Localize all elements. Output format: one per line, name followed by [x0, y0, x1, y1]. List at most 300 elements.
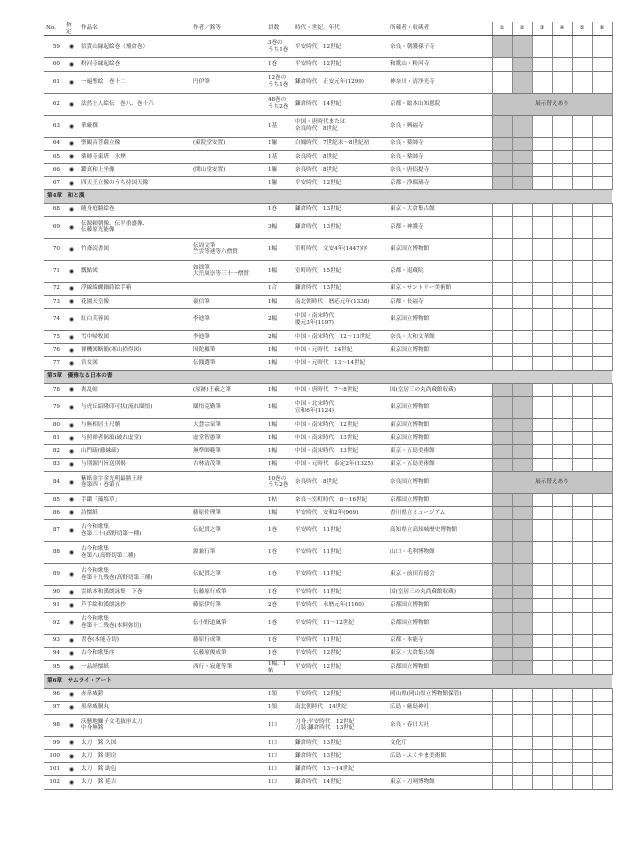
item-count: 1軀 — [268, 140, 278, 147]
table-row — [44, 776, 612, 789]
table-row — [44, 331, 612, 344]
item-count: 1幅 — [268, 298, 278, 305]
item-number: 75 — [52, 333, 60, 340]
item-era: 平安時代 12世紀 — [295, 179, 342, 186]
period-cell-on — [492, 647, 512, 660]
item-title: 法然上人絵伝 巻八、巻十六 — [81, 100, 154, 107]
item-title: 沃懸地獅子文毛抜形太刀 中身無銘 — [81, 718, 143, 732]
period-cell-off — [592, 763, 612, 776]
period-cell-off — [492, 763, 512, 776]
item-count: 1巻 — [268, 206, 278, 213]
item-count: 3巻の うち1巻 — [268, 40, 289, 53]
item-number: 95 — [52, 664, 60, 671]
period-cell-off — [572, 660, 592, 674]
item-era: 中国・元時代 14世紀 — [295, 347, 353, 354]
period-cell-off — [552, 383, 572, 396]
item-title: 一遍聖絵 巻十二 — [81, 78, 126, 85]
item-author — [191, 736, 266, 749]
item-author: 円伊筆 — [193, 78, 210, 85]
item-era: 中国・南宋時代 12世紀 — [295, 421, 359, 428]
item-count: 1巻 — [268, 571, 278, 578]
table-row — [44, 58, 612, 71]
table-row — [44, 701, 612, 714]
item-owner: 東京国立博物館 — [390, 245, 430, 252]
period-cell-off — [512, 295, 532, 308]
period-cell-off — [552, 647, 572, 660]
period-cell-off — [592, 520, 612, 542]
period-cell-off — [572, 331, 592, 344]
item-owner: 京都・浄瑠璃寺 — [390, 179, 430, 186]
item-author — [191, 36, 266, 58]
table-row — [44, 357, 612, 370]
period-cell-off — [592, 357, 612, 370]
period-cell-off — [532, 493, 552, 506]
designation-mark: ◉ — [68, 691, 75, 698]
designation-mark: ◉ — [68, 140, 75, 148]
period-cell-on — [492, 445, 512, 458]
period-cell-on — [492, 458, 512, 471]
table-row — [44, 688, 612, 701]
item-title: 芦手絵和漢朗詠抄 — [81, 602, 126, 609]
item-owner: 奈良・朝護孫子寺 — [390, 43, 435, 50]
item-era: 鎌倉時代 13世紀 — [295, 285, 342, 292]
period-cell-off — [512, 216, 532, 238]
period-cell-off — [592, 282, 612, 295]
period-cell-off — [552, 599, 572, 612]
item-title: 手鑑「藻塩草」 — [81, 496, 121, 503]
item-title: 宮女図 — [81, 360, 98, 367]
period-cell-on — [512, 397, 532, 419]
item-number: 83 — [52, 461, 60, 468]
period-cell-off — [592, 586, 612, 599]
period-cell-on — [492, 432, 512, 445]
period-cell-on — [512, 115, 532, 137]
period-cell-off — [512, 714, 532, 736]
period-cell-off — [532, 776, 552, 789]
item-number: 79 — [52, 404, 60, 411]
item-count: 1帖 — [268, 496, 278, 503]
designation-mark: ◉ — [68, 60, 75, 68]
item-count: 1領 — [268, 691, 278, 698]
item-owner: 香川県立ミュージアム — [390, 509, 446, 516]
table-row — [44, 216, 612, 238]
period-cell-off — [552, 216, 572, 238]
item-title: 紫紙金字金光明最勝王経 巻第四・巻第五 — [81, 475, 143, 489]
period-cell-off — [532, 115, 552, 137]
item-number: 89 — [52, 571, 60, 578]
header-period-1: ① — [492, 22, 512, 36]
table-row — [44, 203, 612, 216]
table-row — [44, 260, 612, 282]
period-cell-on — [512, 542, 532, 564]
section-heading: 第4章 和と漢 — [44, 190, 612, 203]
item-number: 87 — [52, 527, 60, 534]
item-author — [191, 58, 266, 71]
period-cell-off — [532, 58, 552, 71]
designation-mark: ◉ — [68, 179, 75, 187]
item-author: 藤原伊行筆 — [193, 602, 221, 609]
item-era: 中国・南宋時代 12〜13世紀 — [295, 333, 371, 340]
period-cell-off — [592, 714, 612, 736]
header-author: 作者／銘等 — [191, 22, 266, 36]
period-cell-off — [552, 701, 572, 714]
item-era: 平安時代 永暦元年(1160) — [295, 602, 364, 609]
table-row — [44, 419, 612, 432]
item-title: 四天王立像のうち持国天像 — [81, 179, 149, 186]
item-count: 1基 — [268, 122, 278, 129]
item-owner: 東京・刀剣博物館 — [390, 779, 435, 786]
item-number: 60 — [52, 61, 60, 68]
period-cell-off — [552, 714, 572, 736]
item-title: 黒韋威胴丸 — [81, 704, 109, 711]
designation-mark: ◉ — [68, 43, 75, 51]
period-cell-off — [552, 586, 572, 599]
period-cell-on — [512, 520, 532, 542]
item-era: 中国・北宋時代 宣和6年(1124) — [295, 400, 335, 414]
item-number: 62 — [52, 100, 60, 107]
item-count: 1幅 — [268, 509, 278, 516]
item-number: 92 — [52, 619, 60, 626]
period-cell-off — [572, 750, 592, 763]
item-owner: 東京・サントリー美術館 — [390, 285, 452, 292]
period-cell-off — [592, 660, 612, 674]
period-cell-off — [512, 736, 532, 749]
item-count: 1幅 — [268, 360, 278, 367]
item-author: 李迪筆 — [193, 316, 210, 323]
designation-mark: ◉ — [68, 223, 75, 231]
item-owner: 奈良・大和文華館 — [390, 333, 435, 340]
period-cell-off — [512, 763, 532, 776]
period-cell-off — [532, 260, 552, 282]
item-number: 91 — [52, 602, 60, 609]
item-author: 無準師範筆 — [193, 448, 221, 455]
period-cell-off — [492, 216, 512, 238]
header-era: 時代・世紀、年代 — [293, 22, 388, 36]
designation-mark: ◉ — [68, 571, 75, 579]
designation-mark: ◉ — [68, 447, 75, 455]
period-cell-off — [572, 776, 592, 789]
period-cell-off — [572, 520, 592, 542]
item-title: 太刀 銘 助包 — [81, 765, 117, 772]
item-count: 1基 — [268, 153, 278, 160]
item-number: 90 — [52, 588, 60, 595]
item-number: 99 — [52, 739, 60, 746]
item-count: 1軀 — [268, 166, 278, 173]
table-row — [44, 586, 612, 599]
item-title: 太刀 銘 則房 — [81, 752, 117, 759]
item-number: 97 — [52, 704, 60, 711]
period-cell-off — [532, 586, 552, 599]
period-cell-off — [572, 599, 592, 612]
item-owner: 岡山県(岡山県立博物館保管) — [390, 691, 462, 698]
designation-mark: ◉ — [68, 434, 75, 442]
period-cell-off — [492, 71, 512, 93]
period-cell-off — [552, 506, 572, 519]
item-number: 68 — [52, 206, 60, 213]
period-cell-off — [532, 688, 552, 701]
item-author — [191, 203, 266, 216]
exhibit-rows — [44, 36, 612, 789]
period-cell-on — [512, 36, 532, 58]
period-cell-on — [492, 599, 512, 612]
period-cell-on — [512, 419, 532, 432]
period-cell-off — [532, 295, 552, 308]
item-count: 1幅、1帖 — [268, 660, 287, 674]
item-count: 1幅 — [268, 421, 278, 428]
item-title: 与虎丘紹隆印可状(流れ圜悟) — [81, 404, 153, 411]
period-cell-off — [492, 688, 512, 701]
item-number: 72 — [52, 285, 60, 292]
item-owner: 奈良・薬師寺 — [390, 140, 424, 147]
item-owner: 文化庁 — [390, 739, 407, 746]
period-cell-off — [512, 357, 532, 370]
item-count: 1領 — [268, 704, 278, 711]
period-cell-off — [552, 331, 572, 344]
designation-mark: ◉ — [68, 122, 75, 130]
item-owner: 京都・本能寺 — [390, 637, 424, 644]
item-author — [191, 776, 266, 789]
item-title: 薬師寺東塔 水煙 — [81, 153, 126, 160]
item-count: 1幅 — [268, 448, 278, 455]
table-row — [44, 612, 612, 634]
exhibit-table — [44, 22, 613, 790]
table-row — [44, 150, 612, 163]
period-cell-off — [572, 150, 592, 163]
designation-mark: ◉ — [68, 285, 75, 293]
designation-mark: ◉ — [68, 298, 75, 306]
period-cell-off — [552, 163, 572, 176]
table-row — [44, 736, 612, 749]
item-count: 1幅 — [268, 404, 278, 411]
period-cell-off — [552, 660, 572, 674]
period-cell-off — [552, 634, 572, 647]
item-era: 中国・唐時代 7〜8世紀 — [295, 386, 359, 393]
period-cell-on — [492, 115, 512, 137]
item-era: 中国・南宋時代 慶元3年(1197) — [295, 312, 335, 326]
period-cell-off — [552, 688, 572, 701]
period-cell-off — [532, 701, 552, 714]
item-number: 63 — [52, 122, 60, 129]
period-cell-off — [592, 750, 612, 763]
item-author: 如拙筆 大岳周崇等三十一僧賛 — [193, 264, 249, 278]
item-owner: 京都国立博物館 — [390, 664, 430, 671]
period-cell-off — [592, 736, 612, 749]
period-cell-on — [512, 564, 532, 586]
period-cell-on — [492, 542, 512, 564]
period-cell-off — [572, 586, 592, 599]
item-owner — [388, 763, 492, 776]
table-row — [44, 445, 612, 458]
item-title: 粉河寺縁起絵巻 — [81, 61, 121, 68]
period-cell-on — [512, 458, 532, 471]
period-cell-off — [572, 357, 592, 370]
designation-mark: ◉ — [68, 601, 75, 609]
item-author: 源兼行筆 — [193, 549, 216, 556]
item-count: 1巻 — [268, 527, 278, 534]
item-title: 一品経懐紙 — [81, 664, 109, 671]
period-cell-on — [492, 150, 512, 163]
period-cell-off — [552, 36, 572, 58]
item-title: 信貴山縁起絵巻（飛倉巻） — [81, 43, 149, 50]
item-title: 与別源円旨送別偈 — [81, 461, 126, 468]
item-author: 伝藤原俊成筆 — [193, 650, 227, 657]
item-era: 鎌倉時代 13世紀 — [295, 752, 342, 759]
period-cell-off — [592, 309, 612, 331]
item-title: 山門疏(藤縁疏) — [81, 448, 119, 455]
period-cell-off — [592, 137, 612, 150]
period-cell-off — [572, 344, 592, 357]
period-cell-off — [572, 282, 592, 295]
period-cell-off — [592, 344, 612, 357]
item-author: (東院堂安置) — [193, 140, 226, 147]
period-cell-on — [512, 177, 532, 190]
period-cell-off — [512, 750, 532, 763]
designation-mark: ◉ — [68, 527, 75, 535]
table-row — [44, 93, 612, 115]
period-cell-off — [512, 203, 532, 216]
item-owner: 東京・大倉集古館 — [390, 206, 435, 213]
period-cell-off — [532, 445, 552, 458]
item-owner: 京都・神護寺 — [390, 223, 424, 230]
period-cell-off — [572, 458, 592, 471]
item-owner: 奈良・春日大社 — [390, 722, 430, 729]
period-cell-off — [532, 163, 552, 176]
section-heading-row — [44, 675, 612, 688]
designation-mark: ◉ — [68, 721, 75, 729]
period-cell-off — [552, 776, 572, 789]
period-cell-off — [572, 647, 592, 660]
designation-mark: ◉ — [68, 245, 75, 253]
period-cell-off — [532, 750, 552, 763]
designation-mark: ◉ — [68, 100, 75, 108]
item-author: (原跡)王羲之筆 — [193, 386, 231, 393]
item-count: 3幅 — [268, 223, 278, 230]
item-title: 与無相居士尺牘 — [81, 421, 121, 428]
item-number: 74 — [52, 316, 60, 323]
designation-mark: ◉ — [68, 739, 75, 747]
table-row — [44, 520, 612, 542]
item-owner: 京都国立博物館 — [390, 496, 430, 503]
item-title: 花園天皇像 — [81, 298, 109, 305]
section-heading: 第6章 サムライ・アート — [44, 675, 612, 688]
item-count: 1幅 — [268, 267, 278, 274]
period-cell-off — [572, 542, 592, 564]
period-cell-off — [572, 260, 592, 282]
period-cell-off — [572, 432, 592, 445]
period-cell-off — [552, 458, 572, 471]
item-number: 67 — [52, 179, 60, 186]
period-cell-off — [512, 238, 532, 260]
item-author: 伝紀貫之筆 — [193, 571, 221, 578]
item-owner: 京都国立博物館 — [390, 602, 430, 609]
item-author — [191, 115, 266, 137]
header-designation: 指定 — [64, 22, 79, 36]
header-period-6: ⑥ — [592, 22, 612, 36]
period-cell-off — [532, 203, 552, 216]
item-era: 平安時代 11〜12世紀 — [295, 619, 354, 626]
item-number: 76 — [52, 347, 60, 354]
item-count: 48巻の うち2巻 — [268, 97, 289, 111]
period-cell-off — [492, 736, 512, 749]
period-cell-on — [492, 564, 512, 586]
period-cell-on — [492, 612, 512, 634]
item-count: 1幅 — [268, 461, 278, 468]
item-era: 南北朝時代 14世紀 — [295, 704, 347, 711]
period-cell-off — [552, 115, 572, 137]
period-cell-off — [592, 542, 612, 564]
item-author — [191, 282, 266, 295]
section-heading: 第5章 優雅なる日本の書 — [44, 370, 612, 383]
item-era: 鎌倉時代 13世紀 — [295, 223, 342, 230]
item-count: 1巻 — [268, 588, 278, 595]
table-row — [44, 397, 612, 419]
item-number: 65 — [52, 153, 60, 160]
item-owner: 山口・毛利博物館 — [390, 549, 435, 556]
period-cell-off — [532, 564, 552, 586]
item-era: 奈良時代 8世紀 — [295, 153, 338, 160]
item-title: 与照禅者偈頌(破れ虚堂) — [81, 434, 142, 441]
item-number: 96 — [52, 691, 60, 698]
table-row — [44, 750, 612, 763]
item-count: 1幅 — [268, 386, 278, 393]
period-cell-off — [552, 295, 572, 308]
item-number: 93 — [52, 637, 60, 644]
period-cell-off — [572, 493, 592, 506]
table-row — [44, 137, 612, 150]
table-row — [44, 493, 612, 506]
item-era: 平安時代 12世紀 — [295, 691, 342, 698]
period-cell-off — [592, 701, 612, 714]
period-cell-off — [492, 260, 512, 282]
exhibit-list-sheet — [44, 22, 612, 790]
item-author: 李迪筆 — [193, 333, 210, 340]
item-title: 太刀 銘 延吉 — [81, 779, 117, 786]
period-cell-off — [572, 506, 592, 519]
period-cell-off — [512, 688, 532, 701]
table-row — [44, 660, 612, 674]
item-author — [191, 177, 266, 190]
table-row — [44, 564, 612, 586]
item-era: 室町時代 文安4年(1447)序 — [295, 245, 368, 252]
period-cell-on — [492, 383, 512, 396]
item-owner: 京都・長福寺 — [390, 298, 424, 305]
item-number: 100 — [49, 752, 60, 759]
item-era: 鎌倉時代 13世紀 — [295, 739, 342, 746]
item-era: 平安時代 11世紀 — [295, 549, 342, 556]
period-cell-off — [572, 177, 592, 190]
period-cell-off — [552, 177, 572, 190]
period-cell-off — [572, 383, 592, 396]
designation-mark: ◉ — [68, 650, 75, 658]
item-title: 華厳撰 — [81, 122, 98, 129]
period-cell-off — [492, 58, 512, 71]
item-count: 12巻の うち1巻 — [268, 75, 289, 89]
table-row — [44, 432, 612, 445]
period-cell-off — [592, 506, 612, 519]
period-cell-on — [512, 506, 532, 519]
item-count: 1巻 — [268, 61, 278, 68]
header-period-2: ② — [512, 22, 532, 36]
item-era: 平安時代 11世紀 — [295, 527, 342, 534]
period-cell-off — [592, 238, 612, 260]
item-number: 88 — [52, 549, 60, 556]
period-cell-off — [552, 542, 572, 564]
period-cell-off — [492, 357, 512, 370]
period-cell-on — [512, 137, 532, 150]
table-row — [44, 344, 612, 357]
period-cell-off — [492, 331, 512, 344]
designation-mark: ◉ — [68, 267, 75, 275]
